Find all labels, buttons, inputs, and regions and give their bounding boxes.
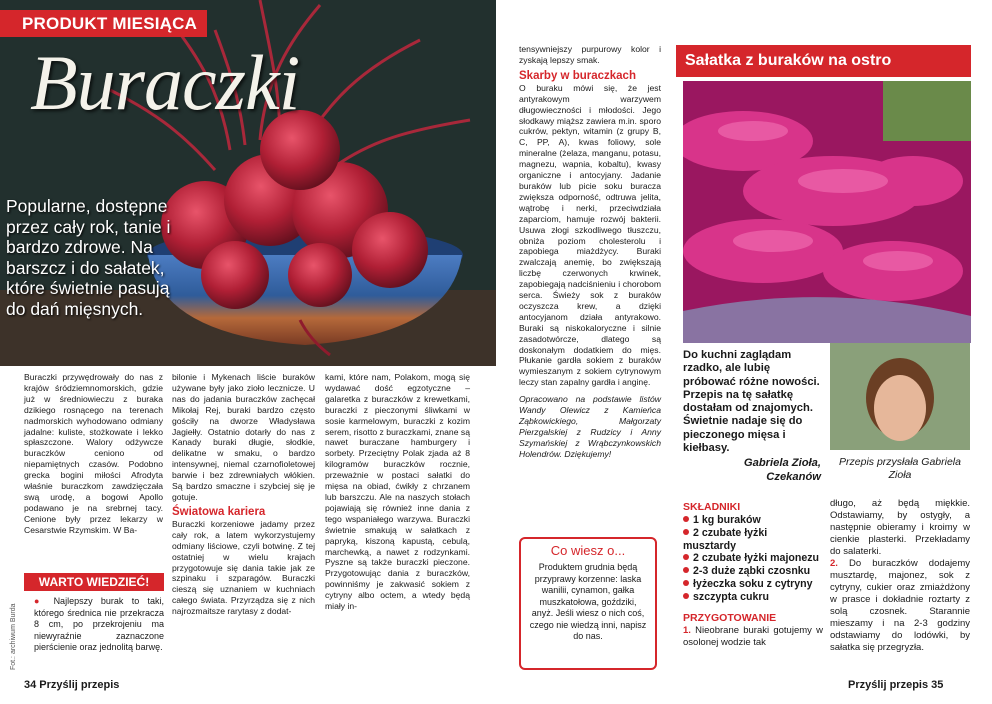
body-column-2 [172, 372, 315, 617]
continued-text: tensywniejszy purpurowy kolor i zyskają lepszy smak. [519, 44, 661, 65]
body-column-1: Buraczki przywędrowały do nas z krajów śródziemnomorskich, gdzie już w średniowieczu z buraka dzikiego rosnącego na terenach nadmorskich wyhodowano odmiany jadalne: kuliste, stożkowate i lekko spłaszczone. Walory odżywcze buraczków ceniono od niepamiętnych czasów. Podobno grecka bogini miłości Afrodyta właśnie buraczkom zawdzięczała swą urodę, a bogowi Apollo podawano je na srebrnej tacy. Cenione były przez lekarzy w Cesarstwie Rzymskim. W Ba- [24, 372, 163, 535]
right-column-1 [519, 44, 661, 460]
recipe-title: Sałatka z buraków na ostro [676, 45, 971, 77]
bullet-dot-icon [683, 567, 689, 573]
bullet-dot-icon: ● [34, 596, 46, 606]
article-teaser: Popularne, dostępne przez cały rok, tanie i bardzo zdrowe. Na barszcz i do sałatek, które świetnie pasują do dań mięsnych. [6, 196, 171, 319]
bullet-dot-icon [683, 580, 689, 586]
portrait-caption: Przepis przysłała Gabriela Zioła [839, 456, 961, 481]
bullet-dot-icon [683, 593, 689, 599]
preparation-heading: PRZYGOTOWANIE [683, 611, 777, 624]
preparation-step-1: 1. Nieobrane buraki gotujemy w osolonej wodzie tak [683, 624, 823, 648]
preparation-step-2: 2. Do buraczków dodajemy musztardę, majonez, sok z cytryny, cukier oraz zmiażdżony w prasce i dokładnie roztarty z solą czosnek. Starannie mieszamy i na 2-3 godziny odstawiamy do lodówki, by sałatka się przegryzła. [830, 558, 970, 653]
fact-box-title: WARTO WIEDZIEĆ! [24, 573, 164, 591]
column-2-text-b: Buraczki korzeniowe jadamy przez cały rok, a latem wykorzystujemy odmiany liściowe, czyli botwinę. Z tej ostatniej w wielu krajach przygotowuje się dania takie jak ze szpinaku i szparagów. Buraczki cieszą się uznaniem w kuchniach całego świata. Przyrządza się z nich najrozmaitsze rarytasy z dodat- [172, 518, 315, 617]
ingredients-heading: SKŁADNIKI [683, 501, 741, 513]
treasures-text: O buraku mówi się, że jest antyrakowym warzywem długowieczności i młodości. Jego słodkawy miąższ zawiera m.in. sporo cukrów, pektyn, witamin (z grupy B, C, PP, A), kwas foliowy, sole mineralne (żelaza, manganu, potasu, magnezu, wapnia, kobaltu), kwasy organiczne i antocyjany. Jadanie buraków lub picie soku buracza zwiększa odporność, odtruwa jelita, wątrobę i nerki, przeciwdziała zaparciom, hamuje rozwój bakterii. Usuwa złogi szkodliwego tłuszczu, obniża poziom cholesterolu i zapobiega miażdżycy. Buraki zwalczają anemię, bo zwiększają liczbę czerwonych krwinek, zapobiegają nadciśnieniu i chorobom serca. Świeży sok z buraków oczyszcza krew, a dzięki antocyjanom działa antyrakowo. Buraki są niskokaloryczne i silnie zasadotwórcze, dlatego są doskonałym dodatkiem do mięs. Płukanie gardła sokiem z buraków wymieszanym z sokiem cytrynowym leczy stan zapalny gardła i anginę. [519, 82, 661, 388]
ingredient-item: 1 kg buraków [683, 514, 823, 527]
recipe-ingredients [683, 498, 823, 649]
fact-box-text: ● Najlepszy burak to taki, którego średnica nie przekracza 8 cm, po przekrojeniu ma niewyraźnie zaznaczone pierścienie oraz jednolitą barwę. [34, 596, 165, 652]
subheading-world-career: Światowa kariera [172, 505, 266, 518]
subheading-treasures: Skarby w buraczkach [519, 69, 636, 82]
section-tag: PRODUKT MIESIĄCA [0, 10, 207, 37]
salad-photo [683, 81, 971, 343]
ingredient-item: łyżeczka soku z cytryny [683, 578, 823, 591]
bullet-dot-icon [683, 529, 689, 535]
quote-author: Gabriela Zioła, [743, 457, 821, 470]
sources-note: Opracowano na podstawie listów Wandy Olewicz z Kamieńca Ząbkowickiego, Małgorzaty Pierzgalskiej z Rudzicy i Anny Szymańskiej z Wrąbczynkowskich Holendrów. Dziękujemy! [519, 394, 661, 459]
did-you-know-title: Co wiesz o... [550, 543, 626, 558]
recipe-steps-continued [830, 498, 970, 654]
did-you-know-box [519, 537, 657, 670]
ingredient-item: 2 czubate łyżki musztardy [683, 526, 768, 552]
quote-author-city: Czekanów [766, 470, 821, 483]
bullet-dot-icon [683, 554, 689, 560]
bullet-dot-icon [683, 516, 689, 522]
article-title: Buraczki [30, 39, 300, 126]
ingredient-item: 2-3 duże ząbki czosnku [683, 565, 823, 578]
column-2-text: bilonie i Mykenach liście buraków używane były jako zioło lecznicze. U nas do jadania buraczków zachęcał Mikołaj Rej, buraki bardzo często gościły na dworze Władysława Jagiełły. Ostatnio dotarły do nas z Kanady buraki długie, słodkie, delikatne w smaku, o bardzo intensywnej, niemal czarnofioletowej barwie i bez zdrewniałych włókien. Są bardzo smaczne i szybciej się je gotuje. [172, 372, 315, 502]
did-you-know-text: Produktem grudnia będą przyprawy korzenne: laska wanilii, cynamon, gałka muszkatołowa, goździki, anyż. Jeśli wiesz o nich coś, czego nie wiedzą inni, napisz do nas. [529, 562, 647, 641]
page-footer-left: 34 Przyślij przepis [24, 679, 120, 691]
fact-box [24, 573, 164, 686]
salad-illustration [683, 81, 971, 343]
author-quote: Do kuchni zaglądam rzadko, ale lubię próbować różne nowości. Przepis na tę sałatkę dostałam od znajomych. Świetnie nadaje się do pieczonego mięsa i kiełbasy. Gabriela Zioła, Czekanów [683, 349, 821, 483]
page-footer-right: Przyślij przepis 35 [848, 679, 944, 691]
preparation-step-1-cont: długo, aż będą miękkie. Odstawiamy, by ostygły, a następnie obieramy i kroimy w cienkie plasterki. Przekładamy do salaterki. [830, 498, 970, 557]
body-column-3: kami, które nam, Polakom, mogą się wydawać dość egzotyczne – galaretka z buraczków z krewetkami, buraczki z pieczonymi śliwkami w sosie karmelowym, buraczki z kozim serem, risotto z buraczkami, znane są nawet buraczane hamburgery i sorbety. Przeciętny Polak zjada aż 8 kilogramów buraczków rocznie, przeważnie w postaci sałatki do mięsa na obiad, ćwikły z chrzanem lub barszczu. Ale na naszych stołach pojawiają się również inne dania z tego wspaniałego warzywa. Buraczki świetnie smakują w sałatkach z papryką, kiszoną kapustą, cebulą, marchewką, a nawet z rodzynkami. Pyszne są także buraczki pieczone. Przygotowując dania z buraczków, powinniśmy je zakwasić sokiem z cytryny albo octem, a wtedy będą miały in- [325, 372, 470, 612]
ingredient-item: szczypta cukru [683, 591, 823, 604]
ingredient-item: 2 czubate łyżki majonezu [683, 552, 823, 565]
photo-credit: Fot.: archiwum Burda [10, 603, 17, 670]
